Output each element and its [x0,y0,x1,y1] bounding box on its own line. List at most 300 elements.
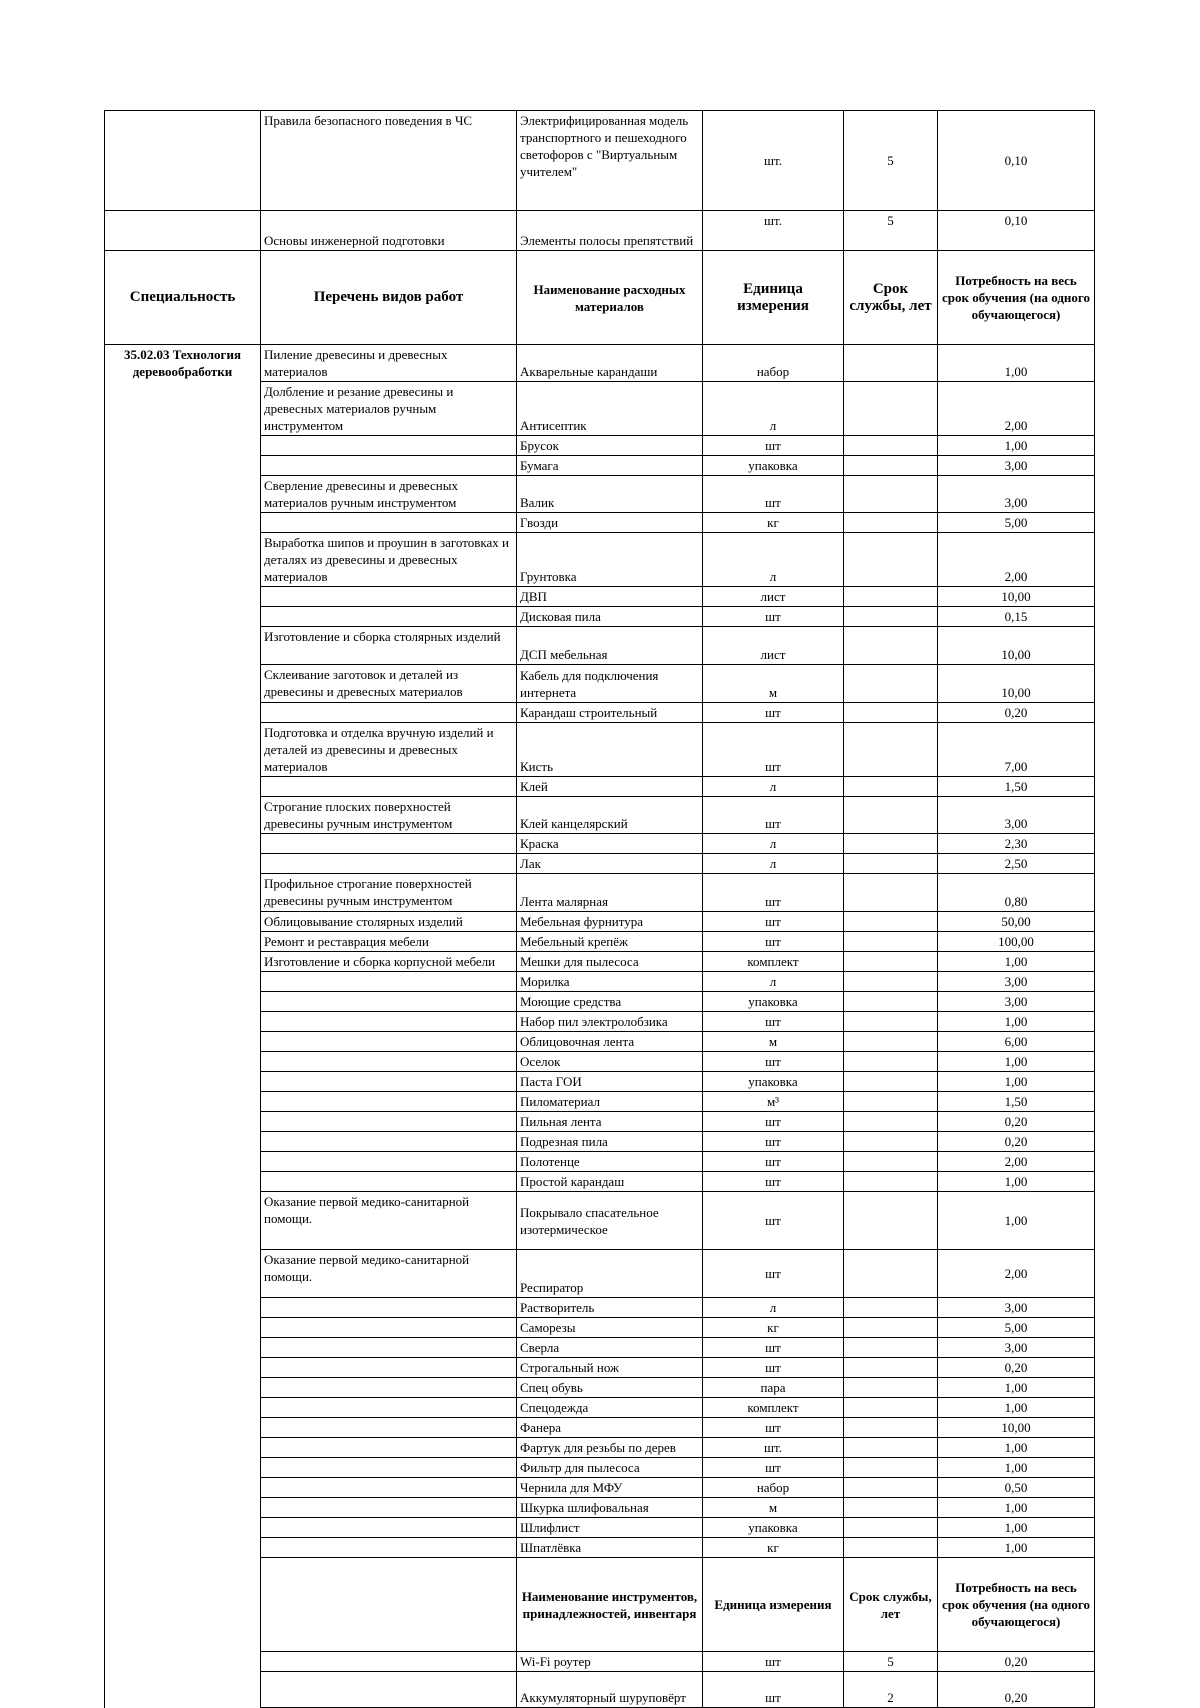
need-cell: 3,00 [938,972,1095,992]
unit-cell: упаковка [703,456,844,476]
unit-cell: шт [703,1132,844,1152]
table-row [105,1112,1095,1132]
material-name-cell: Чернила для МФУ [517,1478,703,1498]
material-name-cell: Оселок [517,1052,703,1072]
table-row [105,1052,1095,1072]
service-life-cell [844,1338,938,1358]
service-life-cell [844,1318,938,1338]
unit-cell: набор [703,1478,844,1498]
table-row [105,1438,1095,1458]
activity-cell: Сверление древесины и древесных материалов ручным инструментом [261,476,517,513]
activity-cell [261,1338,517,1358]
table-row [105,436,1095,456]
need-cell: 10,00 [938,587,1095,607]
unit-cell: м [703,1498,844,1518]
specialty-cell [105,587,261,607]
material-name-cell: Карандаш строительный [517,703,703,723]
unit-cell: упаковка [703,992,844,1012]
table-row [105,874,1095,912]
need-cell: 1,00 [938,1518,1095,1538]
specialty-cell [105,533,261,587]
specialty-cell [105,1378,261,1398]
service-life-cell [844,382,938,436]
service-life-cell [844,992,938,1012]
unit-cell: комплект [703,952,844,972]
material-name-cell: Строгальный нож [517,1358,703,1378]
specialty-cell [105,436,261,456]
specialty-cell [105,382,261,436]
service-life-cell [844,952,938,972]
material-name-cell: Морилка [517,972,703,992]
table-row [105,607,1095,627]
specialty-cell [105,1518,261,1538]
service-life-cell [844,436,938,456]
specialty-cell [105,834,261,854]
activity-cell [261,1518,517,1538]
header-unit: Единица измерения [703,251,844,345]
specialty-cell [105,723,261,777]
unit-cell: комплект [703,1398,844,1418]
unit-cell: лист [703,627,844,665]
activity-cell [261,1398,517,1418]
header-tool-life: Срок службы, лет [844,1558,938,1652]
service-life-cell: 2 [844,1672,938,1708]
activity-cell [261,1012,517,1032]
unit-cell: шт [703,607,844,627]
need-cell: 5,00 [938,1318,1095,1338]
service-life-cell [844,874,938,912]
specialty-cell [105,1112,261,1132]
table-row [105,1672,1095,1708]
need-cell: 0,50 [938,1478,1095,1498]
table-row [105,382,1095,436]
service-life-cell [844,1092,938,1112]
activity-cell: Пиление древесины и древесных материалов [261,345,517,382]
service-life-cell [844,703,938,723]
table-row [105,1358,1095,1378]
table-row [105,723,1095,777]
service-life-cell [844,665,938,703]
table-row [105,345,1095,382]
activity-cell: Долбление и резание древесины и древесных материалов ручным инструментом [261,382,517,436]
table-row [105,1152,1095,1172]
activity-cell [261,436,517,456]
activity-cell [261,1152,517,1172]
need-cell: 3,00 [938,476,1095,513]
table-row [105,1072,1095,1092]
service-life-cell: 5 [844,111,938,211]
activity-cell: Изготовление и сборка столярных изделий [261,627,517,665]
activity-cell [261,1672,517,1708]
service-life-cell [844,533,938,587]
unit-cell: шт [703,1458,844,1478]
activity-cell [261,1318,517,1338]
activity-cell [261,587,517,607]
material-name-cell: Лак [517,854,703,874]
table-header-row [105,251,1095,345]
specialty-cell [105,1318,261,1338]
unit-cell: л [703,854,844,874]
need-cell: 7,00 [938,723,1095,777]
table-row [105,1478,1095,1498]
specialty-cell [105,1052,261,1072]
service-life-cell [844,932,938,952]
table-row [105,211,1095,251]
table-row [105,587,1095,607]
unit-cell: м [703,665,844,703]
table-row [105,1318,1095,1338]
activity-cell: Строгание плоских поверхностей древесины ручным инструментом [261,797,517,834]
need-cell: 1,00 [938,1378,1095,1398]
activity-cell [261,1298,517,1318]
need-cell: 1,50 [938,777,1095,797]
unit-cell: л [703,1298,844,1318]
need-cell: 0,20 [938,703,1095,723]
unit-cell: шт [703,1358,844,1378]
service-life-cell [844,1378,938,1398]
unit-cell: шт [703,436,844,456]
need-cell: 3,00 [938,1298,1095,1318]
specialty-cell [105,992,261,1012]
service-life-cell [844,1112,938,1132]
specialty-cell [105,854,261,874]
table-row [105,952,1095,972]
unit-cell: шт. [703,211,844,251]
material-name-cell: Клей [517,777,703,797]
table-row [105,1192,1095,1250]
material-name-cell: Кабель для подключения интернета [517,665,703,703]
service-life-cell [844,1192,938,1250]
need-cell: 1,00 [938,345,1095,382]
unit-cell: шт [703,1112,844,1132]
activity-cell: Ремонт и реставрация мебели [261,932,517,952]
material-name-cell: Клей канцелярский [517,797,703,834]
material-name-cell: Пиломатериал [517,1092,703,1112]
specialty-cell [105,627,261,665]
material-name-cell: Мешки для пылесоса [517,952,703,972]
specialty-cell [105,1172,261,1192]
specialty-cell [105,1398,261,1418]
activity-cell: Оказание первой медико-санитарной помощи. [261,1192,517,1250]
service-life-cell [844,777,938,797]
need-cell: 1,50 [938,1092,1095,1112]
service-life-cell [844,972,938,992]
material-name-cell: Пильная лента [517,1112,703,1132]
need-cell: 1,00 [938,1498,1095,1518]
activity-cell: Профильное строгание поверхностей древесины ручным инструментом [261,874,517,912]
table-row [105,533,1095,587]
material-name-cell: Шпатлёвка [517,1538,703,1558]
specialty-cell [105,1438,261,1458]
specialty-cell [105,1458,261,1478]
tool-name-cell: Аккумуляторный шуруповёрт [517,1672,703,1708]
table-row [105,1132,1095,1152]
service-life-cell [844,834,938,854]
unit-cell: шт [703,912,844,932]
table-row [105,1418,1095,1438]
table-row [105,912,1095,932]
specialty-cell [105,1152,261,1172]
activity-cell [261,1358,517,1378]
activity-cell [261,1478,517,1498]
activity-cell: Облицовывание столярных изделий [261,912,517,932]
service-life-cell [844,1538,938,1558]
activity-cell [261,1538,517,1558]
unit-cell: л [703,382,844,436]
service-life-cell [844,1172,938,1192]
need-cell: 1,00 [938,1538,1095,1558]
activity-cell [261,777,517,797]
activity-cell [261,972,517,992]
activity-cell: Изготовление и сборка корпусной мебели [261,952,517,972]
unit-cell: л [703,972,844,992]
specialty-cell [105,665,261,703]
material-name-cell: Брусок [517,436,703,456]
activity-cell [261,703,517,723]
activity-cell [261,1498,517,1518]
specialty-cell [105,1358,261,1378]
header-material: Наименование расходных материалов [517,251,703,345]
specialty-cell [105,1298,261,1318]
unit-cell: шт [703,874,844,912]
material-name-cell: Фанера [517,1418,703,1438]
need-cell: 2,00 [938,1250,1095,1298]
specialty-cell [105,1418,261,1438]
material-name-cell: Акварельные карандаши [517,345,703,382]
material-name-cell: Облицовочная лента [517,1032,703,1052]
need-cell: 1,00 [938,1398,1095,1418]
need-cell: 0,10 [938,211,1095,251]
activity-cell: Правила безопасного поведения в ЧС [261,111,517,211]
table-row [105,1032,1095,1052]
need-cell: 2,00 [938,382,1095,436]
specialty-cell: 35.02.03 Технология деревообработки [105,345,261,382]
unit-cell: шт [703,1418,844,1438]
service-life-cell [844,587,938,607]
need-cell: 1,00 [938,1012,1095,1032]
need-cell: 1,00 [938,1052,1095,1072]
service-life-cell [844,1398,938,1418]
specialty-cell [105,952,261,972]
header-tool-unit: Единица измерения [703,1558,844,1652]
activity-cell [261,607,517,627]
service-life-cell [844,1032,938,1052]
table-row [105,665,1095,703]
material-name-cell: Покрывало спасательное изотермическое [517,1192,703,1250]
specialty-cell [105,1012,261,1032]
material-name-cell: Простой карандаш [517,1172,703,1192]
unit-cell: л [703,777,844,797]
specialty-cell [105,1032,261,1052]
material-name-cell: Шкурка шлифовальная [517,1498,703,1518]
material-name-cell: Валик [517,476,703,513]
need-cell: 0,20 [938,1652,1095,1672]
specialty-cell [105,1192,261,1250]
need-cell: 1,00 [938,436,1095,456]
tools-header-row [105,1558,1095,1652]
unit-cell: кг [703,1318,844,1338]
unit-cell: лист [703,587,844,607]
specialty-cell [105,1132,261,1152]
service-life-cell [844,1132,938,1152]
header-works: Перечень видов работ [261,251,517,345]
material-name-cell: Шлифлист [517,1518,703,1538]
service-life-cell [844,1072,938,1092]
activity-cell [261,1092,517,1112]
activity-cell: Выработка шипов и проушин в заготовках и деталях из древесины и древесных материалов [261,533,517,587]
table-row [105,1458,1095,1478]
unit-cell: упаковка [703,1072,844,1092]
tool-name-cell: Wi-Fi роутер [517,1652,703,1672]
service-life-cell [844,607,938,627]
activity-cell: Основы инженерной подготовки [261,211,517,251]
need-cell: 50,00 [938,912,1095,932]
table-row [105,111,1095,211]
header-tool-need: Потребность на весь срок обучения (на одного обучающегося) [938,1558,1095,1652]
specialty-cell [105,777,261,797]
material-name-cell: Гвозди [517,513,703,533]
header-need: Потребность на весь срок обучения (на одного обучающегося) [938,251,1095,345]
material-name-cell: Подрезная пила [517,1132,703,1152]
service-life-cell [844,1298,938,1318]
activity-cell [261,1172,517,1192]
material-name-cell: Мебельная фурнитура [517,912,703,932]
material-name-cell: Грунтовка [517,533,703,587]
unit-cell: шт [703,1012,844,1032]
unit-cell: набор [703,345,844,382]
unit-cell: м [703,1032,844,1052]
unit-cell: кг [703,1538,844,1558]
material-name-cell: Набор пил электролобзика [517,1012,703,1032]
specialty-cell [105,211,261,251]
need-cell: 0,20 [938,1112,1095,1132]
document-sheet [104,110,1094,1708]
table-row [105,476,1095,513]
table-row [105,797,1095,834]
table-row [105,1652,1095,1672]
unit-cell: шт [703,1192,844,1250]
specialty-cell [105,1672,261,1708]
need-cell: 3,00 [938,992,1095,1012]
table-row [105,1298,1095,1318]
service-life-cell [844,723,938,777]
specialty-cell [105,1652,261,1672]
table-row [105,1518,1095,1538]
activity-cell [261,1418,517,1438]
specialty-cell [105,1478,261,1498]
need-cell: 5,00 [938,513,1095,533]
need-cell: 3,00 [938,797,1095,834]
unit-cell: л [703,533,844,587]
table-row [105,992,1095,1012]
activity-cell [261,1378,517,1398]
material-name-cell: Респиратор [517,1250,703,1298]
need-cell: 0,80 [938,874,1095,912]
specialty-cell [105,797,261,834]
specialty-cell [105,1092,261,1112]
unit-cell: шт [703,1652,844,1672]
activity-cell [261,1652,517,1672]
material-name-cell: Паста ГОИ [517,1072,703,1092]
header-life: Срок службы, лет [844,251,938,345]
material-name-cell: Моющие средства [517,992,703,1012]
material-name-cell: Краска [517,834,703,854]
unit-cell: шт [703,1338,844,1358]
activity-cell [261,1032,517,1052]
header-tool-name: Наименование инструментов, принадлежностей, инвентаря [517,1558,703,1652]
need-cell: 3,00 [938,1338,1095,1358]
activity-cell: Оказание первой медико-санитарной помощи. [261,1250,517,1298]
header-specialty: Специальность [105,251,261,345]
material-name-cell: Антисептик [517,382,703,436]
service-life-cell [844,627,938,665]
service-life-cell [844,854,938,874]
table-row [105,972,1095,992]
material-name-cell: Спецодежда [517,1398,703,1418]
specialty-cell [105,607,261,627]
service-life-cell [844,476,938,513]
material-name-cell: Растворитель [517,1298,703,1318]
service-life-cell [844,456,938,476]
materials-table [104,110,1095,1708]
material-name-cell: Мебельный крепёж [517,932,703,952]
unit-cell: шт [703,1152,844,1172]
need-cell: 1,00 [938,952,1095,972]
unit-cell: кг [703,513,844,533]
unit-cell: шт [703,797,844,834]
unit-cell: м³ [703,1092,844,1112]
activity-cell [261,1558,517,1652]
need-cell: 0,15 [938,607,1095,627]
unit-cell: шт [703,932,844,952]
service-life-cell [844,513,938,533]
table-row [105,834,1095,854]
need-cell: 3,00 [938,456,1095,476]
material-name-cell: ДСП мебельная [517,627,703,665]
table-row [105,1538,1095,1558]
specialty-cell [105,1538,261,1558]
service-life-cell [844,1518,938,1538]
activity-cell: Склеивание заготовок и деталей из древесины и древесных материалов [261,665,517,703]
service-life-cell [844,1438,938,1458]
activity-cell [261,834,517,854]
unit-cell: шт [703,1172,844,1192]
activity-cell [261,1458,517,1478]
service-life-cell: 5 [844,211,938,251]
unit-cell: л [703,834,844,854]
need-cell: 2,00 [938,533,1095,587]
service-life-cell [844,1012,938,1032]
unit-cell: шт. [703,111,844,211]
need-cell: 100,00 [938,932,1095,952]
material-name-cell: Лента малярная [517,874,703,912]
material-name-cell: Фильтр для пылесоса [517,1458,703,1478]
service-life-cell [844,1458,938,1478]
need-cell: 1,00 [938,1192,1095,1250]
specialty-cell [105,912,261,932]
need-cell: 0,20 [938,1358,1095,1378]
service-life-cell [844,912,938,932]
material-name-cell: Дисковая пила [517,607,703,627]
specialty-cell [105,874,261,912]
table-row [105,513,1095,533]
table-row [105,854,1095,874]
material-name-cell: Полотенце [517,1152,703,1172]
service-life-cell [844,797,938,834]
unit-cell: упаковка [703,1518,844,1538]
unit-cell: шт [703,476,844,513]
need-cell: 0,20 [938,1672,1095,1708]
